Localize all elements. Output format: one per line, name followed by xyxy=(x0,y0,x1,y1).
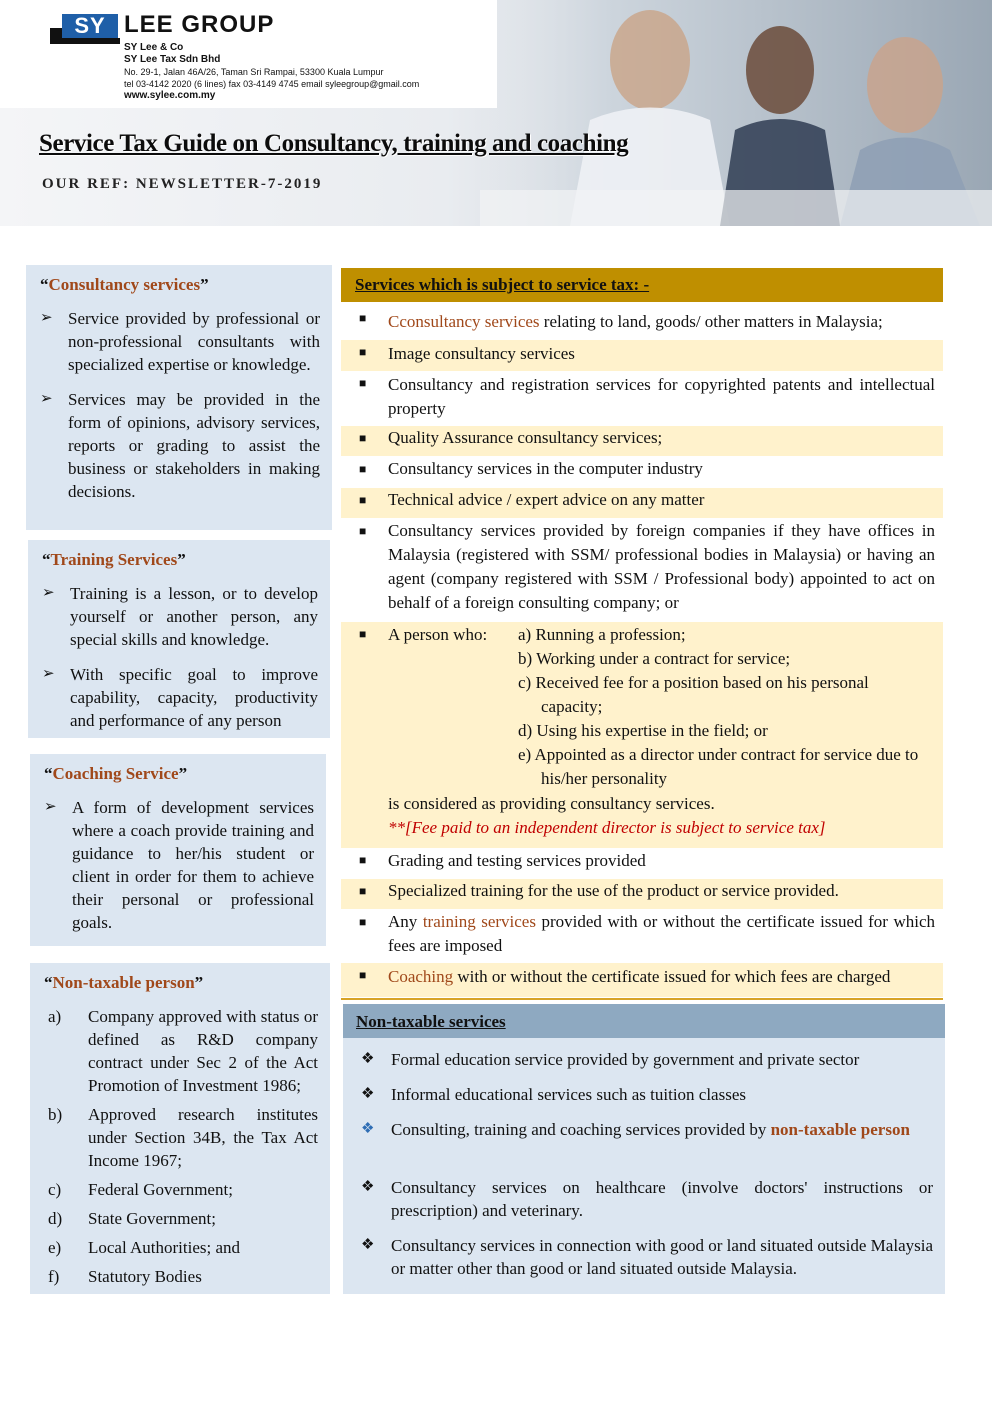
diamond-bullet-icon: ❖ xyxy=(361,1237,375,1253)
non-taxable-person-title: “Non-taxable person” xyxy=(44,973,204,992)
bullet-icon: ■ xyxy=(359,915,367,929)
company-address-block xyxy=(124,42,419,102)
bullet-icon: ■ xyxy=(359,462,367,476)
list-item: e) Local Authorities; and xyxy=(48,1238,241,1257)
list-item: ➢ A form of development services where a coach provide training and guidance to her/his student or client in order for them to achieve their personal or professional goals. xyxy=(44,798,314,932)
business-meeting-photo xyxy=(480,0,992,226)
taxable-item: ■ Consultancy and registration services for copyrighted patents and intellectual property xyxy=(341,371,943,425)
company-website: www.sylee.com.my xyxy=(124,90,216,101)
list-item: ➢ Service provided by professional or non-professional consultants with specialized expertise or knowledge. xyxy=(40,309,320,374)
consultancy-services-box xyxy=(26,265,332,530)
diamond-bullet-icon: ❖ xyxy=(361,1086,375,1102)
bullet-icon: ■ xyxy=(359,524,367,538)
header-banner xyxy=(0,0,992,226)
non-taxable-person-box xyxy=(30,963,330,1294)
list-item: ➢ Services may be provided in the form of opinions, advisory services, reports or grading to assist the business or stakeholders in making decisions. xyxy=(40,390,320,501)
arrow-icon: ➢ xyxy=(40,310,53,326)
list-item: ➢ With specific goal to improve capability, capacity, productivity and performance of any person xyxy=(42,665,318,730)
taxable-item: ■ Consultancy services provided by foreign companies if they have offices in Malaysia (registered with SSM/ professional bodies in Malaysia) or having an agent (company registered with SSM / Professional body) appointed to act on behalf of a foreign consulting company; or xyxy=(359,521,935,612)
arrow-icon: ➢ xyxy=(44,799,57,815)
logo-name: LEE GROUP xyxy=(124,11,275,38)
diamond-bullet-icon: ❖ xyxy=(361,1121,375,1137)
taxable-item: ■ Quality Assurance consultancy services; xyxy=(341,426,943,456)
bullet-icon: ■ xyxy=(359,345,367,359)
training-title: “Training Services” xyxy=(42,550,186,569)
taxable-item: ■ Consultancy services in the computer industry xyxy=(341,457,943,487)
taxable-item: ■ Image consultancy services xyxy=(341,340,943,371)
bullet-icon: ■ xyxy=(359,853,367,867)
non-taxable-services-heading: Non-taxable services xyxy=(356,1012,506,1031)
taxable-services-header xyxy=(341,268,943,302)
arrow-icon: ➢ xyxy=(42,666,55,682)
arrow-icon: ➢ xyxy=(42,585,55,601)
logo-bar xyxy=(50,38,120,44)
company-name-1: SY Lee & Co xyxy=(124,42,184,53)
list-item: d) State Government; xyxy=(48,1209,216,1228)
coaching-service-box xyxy=(30,754,326,946)
taxable-item: ■ Cconsultancy services relating to land, goods/ other matters in Malaysia; xyxy=(341,306,943,338)
company-address: No. 29-1, Jalan 46A/26, Taman Sri Rampai, 53300 Kuala Lumpur xyxy=(124,67,384,77)
taxable-item: ■ Grading and testing services provided xyxy=(341,848,943,878)
director-fee-note: **[Fee paid to an independent director is subject to service tax] xyxy=(388,818,826,837)
non-taxable-services-header xyxy=(343,1004,945,1038)
training-services-box xyxy=(28,540,330,738)
bullet-icon: ■ xyxy=(359,311,367,325)
company-contact: tel 03-4142 2020 (6 lines) fax 03-4149 4745 email syleegroup@gmail.com xyxy=(124,79,420,89)
diamond-bullet-icon: ❖ xyxy=(361,1179,375,1195)
bullet-icon: ■ xyxy=(359,627,367,641)
coaching-title: “Coaching Service” xyxy=(44,764,188,783)
taxable-services-box xyxy=(341,268,943,1000)
logo-mark: SY xyxy=(62,14,118,38)
list-item: c) Federal Government; xyxy=(48,1180,233,1199)
bullet-icon: ■ xyxy=(359,884,367,898)
bullet-icon: ■ xyxy=(359,431,367,445)
list-item: a) Company approved with status or defined as R&D company contract under Sec 2 of the Act Promotion of Investment 1986; xyxy=(48,1007,318,1095)
bullet-icon: ■ xyxy=(359,968,367,982)
taxable-item: ■ Specialized training for the use of the product or service provided. xyxy=(341,879,943,909)
company-card xyxy=(0,0,497,108)
list-item: f) Statutory Bodies xyxy=(48,1267,202,1286)
company-name-2: SY Lee Tax Sdn Bhd xyxy=(124,54,221,65)
non-taxable-services-box: Non-taxable services ❖ Formal education service provided by government and private sector ❖ Informal educational services such as tuition classes ❖ Consulting, training and coaching services provided by non-taxable person ❖ Consultancy services on healthcare (involve doctors' instructions or prescription) and veterinary. ❖ Consultancy services in connection with good or land situated outside Malaysia or matter other than good or land situated outside Malaysia. xyxy=(343,1004,945,1294)
bullet-icon: ■ xyxy=(359,376,367,390)
list-item: ➢ Training is a lesson, or to develop yourself or another person, any special skills and knowledge. xyxy=(42,584,318,649)
taxable-services-heading: Services which is subject to service tax: - xyxy=(355,275,650,294)
taxable-item: ■ Any training services provided with or without the certificate issued for which fees are imposed xyxy=(359,912,935,955)
bullet-icon: ■ xyxy=(359,493,367,507)
arrow-icon: ➢ xyxy=(40,391,53,407)
taxable-item: ■ Coaching with or without the certificate issued for which fees are charged xyxy=(341,963,943,997)
consultancy-title: “Consultancy services” xyxy=(40,275,209,294)
list-item: b) Approved research institutes under Section 34B, the Tax Act Income 1967; xyxy=(48,1105,318,1170)
diamond-bullet-icon: ❖ xyxy=(361,1051,375,1067)
taxable-item: ■ A person who: a) Running a profession; b) Working under a contract for service; c) Received fee for a position based on his personal capacity; d) Using his expertise in the field; or e) Appointed as a director under contract for service due to his/her personality is considered as providing consultancy services. **[Fee paid to an independent director is subject to service tax] xyxy=(341,622,943,848)
page-title: Service Tax Guide on Consultancy, training and coaching xyxy=(39,130,629,157)
taxable-item: ■ Technical advice / expert advice on any matter xyxy=(341,488,943,518)
newsletter-ref: OUR REF: NEWSLETTER-7-2019 xyxy=(42,176,323,192)
